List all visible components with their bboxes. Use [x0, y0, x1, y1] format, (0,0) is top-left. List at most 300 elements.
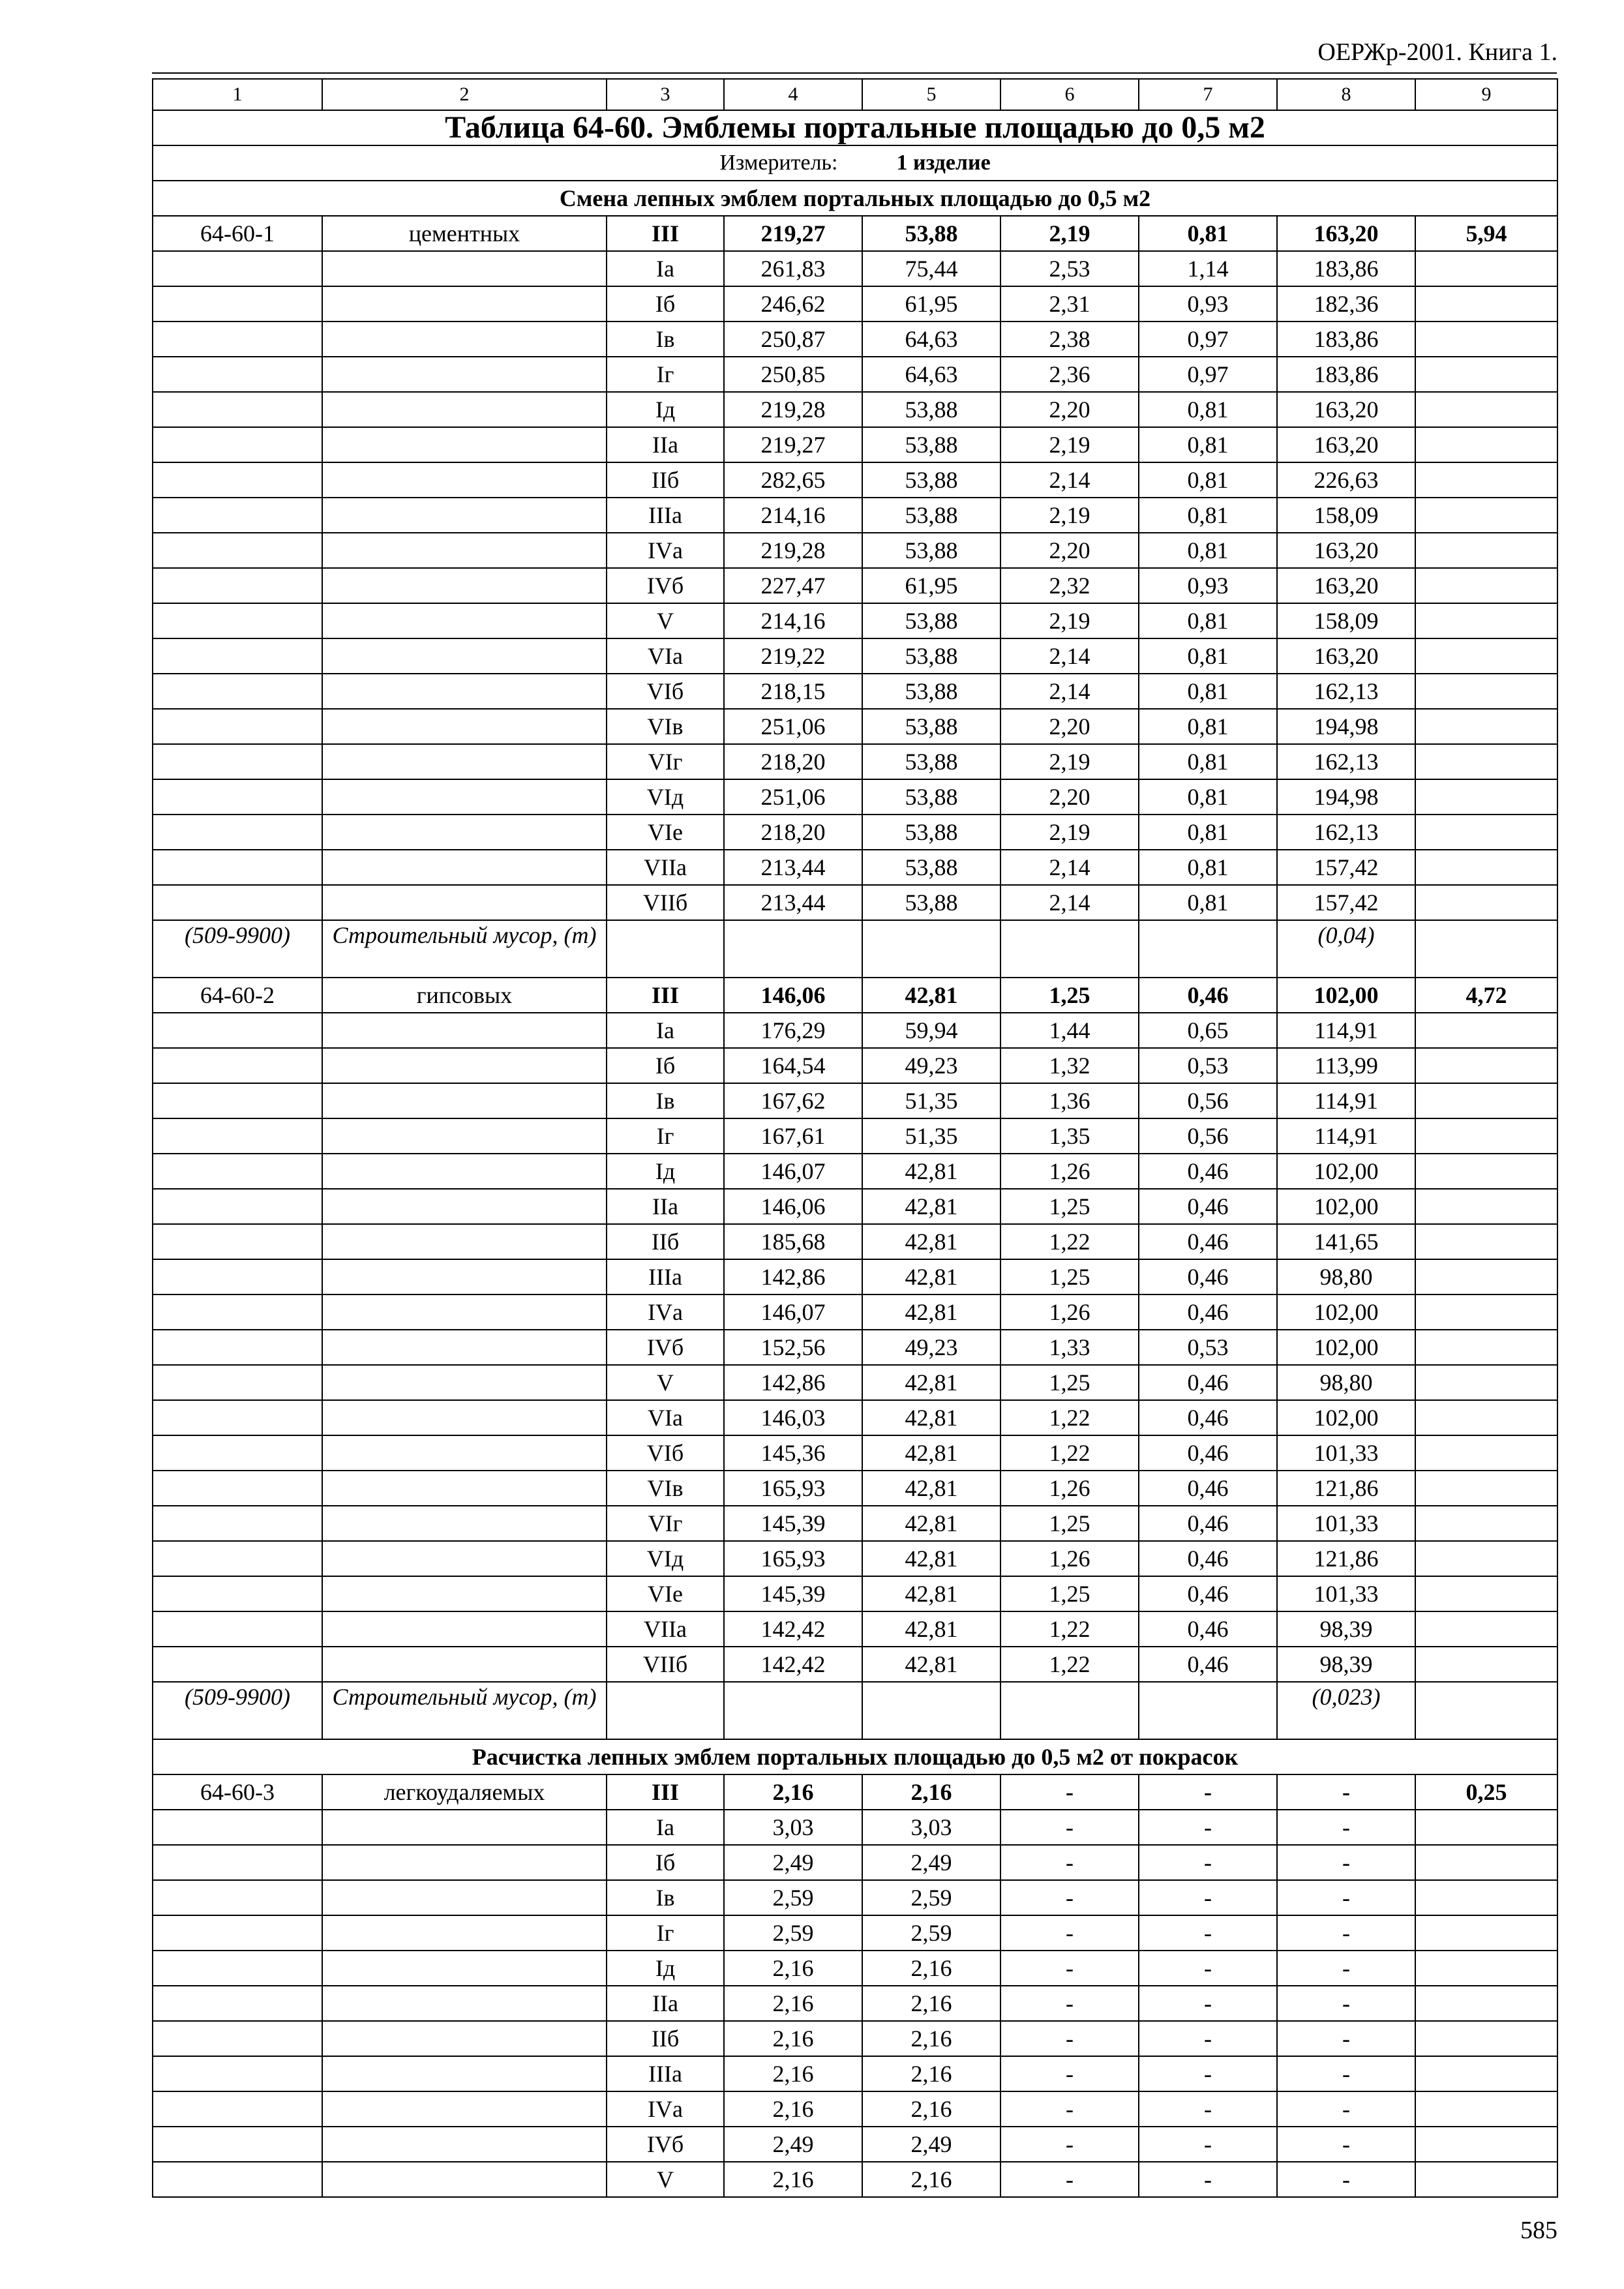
empty-cell: [322, 1154, 607, 1189]
value-cell: -: [1277, 1880, 1415, 1915]
page-number: 585: [1520, 2217, 1557, 2244]
table-row: [153, 2091, 1557, 2127]
empty-cell: [1415, 1647, 1557, 1682]
zone-code: Iа: [607, 251, 724, 286]
value-cell: 2,53: [1000, 251, 1139, 286]
value-cell: 0,93: [1139, 568, 1277, 603]
value-cell: 0,56: [1139, 1083, 1277, 1118]
zone-code: Iб: [607, 286, 724, 322]
value-cell: 145,39: [724, 1506, 862, 1541]
value-cell: -: [1000, 2127, 1139, 2162]
value-cell: 2,16: [862, 2056, 1000, 2091]
table-row: [153, 1259, 1557, 1294]
value-cell: 1,22: [1000, 1611, 1139, 1647]
empty-cell: [322, 1294, 607, 1330]
empty-cell: [1415, 286, 1557, 322]
empty-cell: [1000, 1682, 1139, 1739]
empty-cell: [153, 2056, 322, 2091]
zone-code: Iб: [607, 1845, 724, 1880]
empty-cell: [1415, 1189, 1557, 1224]
zone-code: VIе: [607, 815, 724, 850]
empty-cell: [322, 533, 607, 568]
empty-cell: [322, 1435, 607, 1471]
value-cell: -: [1139, 1845, 1277, 1880]
empty-cell: [322, 779, 607, 815]
empty-cell: [153, 1083, 322, 1118]
empty-cell: [153, 779, 322, 815]
empty-cell: [153, 2021, 322, 2056]
section-row: [153, 181, 1557, 216]
value-cell: 0,97: [1139, 357, 1277, 392]
value-cell: 1,14: [1139, 251, 1277, 286]
value-cell: 64,63: [862, 357, 1000, 392]
value-cell: 53,88: [862, 850, 1000, 885]
value-cell: -: [1277, 1986, 1415, 2021]
table-row: [153, 1774, 1557, 1810]
value-cell: 163,20: [1277, 638, 1415, 674]
value-cell: 53,88: [862, 674, 1000, 709]
empty-cell: [153, 533, 322, 568]
zone-code: VIе: [607, 1576, 724, 1611]
empty-cell: [322, 498, 607, 533]
value-cell: 0,46: [1139, 1365, 1277, 1400]
zone-code: Iа: [607, 1810, 724, 1845]
zone-code: IVб: [607, 2127, 724, 2162]
table-row: [153, 1506, 1557, 1541]
empty-cell: [153, 638, 322, 674]
empty-cell: [153, 744, 322, 779]
value-cell: -: [1277, 2091, 1415, 2127]
value-cell: 42,81: [862, 1611, 1000, 1647]
empty-cell: [153, 1365, 322, 1400]
table-row: [153, 779, 1557, 815]
material-row: [153, 920, 1557, 978]
value-cell: 53,88: [862, 709, 1000, 744]
value-cell: 157,42: [1277, 885, 1415, 920]
value-cell: -: [1277, 1810, 1415, 1845]
value-cell: 2,16: [724, 1951, 862, 1986]
empty-cell: [1415, 674, 1557, 709]
value-cell: 2,20: [1000, 392, 1139, 427]
value-cell: -: [1277, 2056, 1415, 2091]
empty-cell: [322, 322, 607, 357]
value-cell: 158,09: [1277, 603, 1415, 638]
value-cell: 246,62: [724, 286, 862, 322]
value-cell: 0,46: [1139, 1224, 1277, 1259]
column-number: 9: [1415, 79, 1557, 110]
value-cell: -: [1000, 2056, 1139, 2091]
value-cell: 2,16: [862, 1951, 1000, 1986]
empty-cell: [153, 2091, 322, 2127]
empty-cell: [322, 1576, 607, 1611]
value-cell: 1,44: [1000, 1013, 1139, 1048]
value-cell: 152,56: [724, 1330, 862, 1365]
column-number: 6: [1000, 79, 1139, 110]
item-name: гипсовых: [322, 978, 607, 1013]
value-cell: 0,56: [1139, 1118, 1277, 1154]
value-cell: 114,91: [1277, 1083, 1415, 1118]
value-cell: 163,20: [1277, 216, 1415, 251]
table-row: [153, 603, 1557, 638]
empty-cell: [153, 1541, 322, 1576]
value-cell: 0,81: [1139, 709, 1277, 744]
value-cell: 0,81: [1139, 885, 1277, 920]
zone-code: VIIб: [607, 885, 724, 920]
value-cell: 0,81: [1139, 498, 1277, 533]
value-cell: -: [1139, 1774, 1277, 1810]
value-cell: 163,20: [1277, 427, 1415, 462]
empty-cell: [1139, 920, 1277, 978]
value-cell: 102,00: [1277, 1400, 1415, 1435]
empty-cell: [322, 1083, 607, 1118]
zone-code: Iд: [607, 1154, 724, 1189]
value-cell: 53,88: [862, 462, 1000, 498]
empty-cell: [153, 1810, 322, 1845]
value-cell: 219,27: [724, 427, 862, 462]
empty-cell: [153, 815, 322, 850]
value-cell: 142,42: [724, 1611, 862, 1647]
value-cell: 42,81: [862, 978, 1000, 1013]
empty-cell: [153, 357, 322, 392]
value-cell: 2,20: [1000, 779, 1139, 815]
empty-cell: [1415, 1880, 1557, 1915]
table-row: [153, 392, 1557, 427]
value-cell: 2,14: [1000, 638, 1139, 674]
value-cell: 1,36: [1000, 1083, 1139, 1118]
value-cell: 53,88: [862, 885, 1000, 920]
value-cell: 2,16: [724, 2091, 862, 2127]
empty-cell: [1415, 1365, 1557, 1400]
column-number: 7: [1139, 79, 1277, 110]
value-cell: 250,87: [724, 322, 862, 357]
empty-cell: [322, 1048, 607, 1083]
empty-cell: [1415, 1118, 1557, 1154]
value-cell: 1,22: [1000, 1435, 1139, 1471]
empty-cell: [153, 1915, 322, 1951]
value-cell: 0,46: [1139, 1259, 1277, 1294]
empty-cell: [322, 850, 607, 885]
value-cell: 101,33: [1277, 1506, 1415, 1541]
value-cell: 213,44: [724, 885, 862, 920]
empty-cell: [322, 744, 607, 779]
empty-cell: [153, 1154, 322, 1189]
empty-cell: [322, 1506, 607, 1541]
value-cell: 121,86: [1277, 1541, 1415, 1576]
table-row: [153, 1048, 1557, 1083]
value-cell: 0,81: [1139, 815, 1277, 850]
value-cell: 2,16: [724, 2162, 862, 2197]
value-cell: 2,20: [1000, 709, 1139, 744]
zone-code: Iв: [607, 1083, 724, 1118]
table-row: [153, 1400, 1557, 1435]
value-cell: 53,88: [862, 427, 1000, 462]
value-cell: 163,20: [1277, 533, 1415, 568]
table-row: [153, 1435, 1557, 1471]
value-cell: -: [1000, 2021, 1139, 2056]
value-cell: 219,27: [724, 216, 862, 251]
column-number: 2: [322, 79, 607, 110]
value-cell: -: [1277, 1915, 1415, 1951]
value-cell: 0,46: [1139, 1506, 1277, 1541]
empty-cell: [153, 462, 322, 498]
value-cell: 142,86: [724, 1259, 862, 1294]
table-row: [153, 251, 1557, 286]
zone-code: Iб: [607, 1048, 724, 1083]
empty-cell: [153, 603, 322, 638]
value-cell: 2,31: [1000, 286, 1139, 322]
value-cell: 0,81: [1139, 427, 1277, 462]
value-cell: 0,81: [1139, 392, 1277, 427]
empty-cell: [1415, 1400, 1557, 1435]
empty-cell: [153, 568, 322, 603]
empty-cell: [1415, 1506, 1557, 1541]
empty-cell: [322, 815, 607, 850]
table-row: [153, 1845, 1557, 1880]
empty-cell: [322, 1541, 607, 1576]
zone-code: Iа: [607, 1013, 724, 1048]
empty-cell: [153, 1224, 322, 1259]
empty-cell: [322, 1986, 607, 2021]
zone-code: Iг: [607, 1915, 724, 1951]
value-cell: 1,32: [1000, 1048, 1139, 1083]
table-row: [153, 815, 1557, 850]
value-cell: 53,88: [862, 216, 1000, 251]
empty-cell: [1415, 1986, 1557, 2021]
value-cell: 53,88: [862, 498, 1000, 533]
value-cell: 0,53: [1139, 1330, 1277, 1365]
empty-cell: [322, 1471, 607, 1506]
value-cell: 1,25: [1000, 1506, 1139, 1541]
value-cell: 213,44: [724, 850, 862, 885]
empty-cell: [153, 251, 322, 286]
empty-cell: [322, 2056, 607, 2091]
table-row: [153, 850, 1557, 885]
value-cell: 2,49: [724, 2127, 862, 2162]
empty-cell: [1139, 1682, 1277, 1739]
empty-cell: [1415, 779, 1557, 815]
value-cell: 2,16: [862, 2162, 1000, 2197]
empty-cell: [322, 1647, 607, 1682]
labor-total: 5,94: [1415, 216, 1557, 251]
column-number: 4: [724, 79, 862, 110]
section-row: [153, 1739, 1557, 1774]
value-cell: 182,36: [1277, 286, 1415, 322]
empty-cell: [322, 2127, 607, 2162]
value-cell: 42,81: [862, 1189, 1000, 1224]
table-row: [153, 1330, 1557, 1365]
empty-cell: [1415, 850, 1557, 885]
value-cell: 2,16: [724, 2056, 862, 2091]
value-cell: -: [1000, 2162, 1139, 2197]
value-cell: 163,20: [1277, 392, 1415, 427]
value-cell: 2,38: [1000, 322, 1139, 357]
table-row: [153, 1576, 1557, 1611]
zone-code: VIб: [607, 674, 724, 709]
empty-cell: [322, 1224, 607, 1259]
value-cell: 53,88: [862, 392, 1000, 427]
table-row: [153, 1294, 1557, 1330]
zone-code: IVб: [607, 1330, 724, 1365]
value-cell: 1,33: [1000, 1330, 1139, 1365]
value-cell: 0,46: [1139, 1541, 1277, 1576]
empty-cell: [322, 2021, 607, 2056]
value-cell: 42,81: [862, 1506, 1000, 1541]
empty-cell: [153, 1013, 322, 1048]
value-cell: 2,16: [724, 1774, 862, 1810]
value-cell: -: [1139, 2056, 1277, 2091]
table-row: [153, 2127, 1557, 2162]
empty-cell: [322, 427, 607, 462]
price-table: [152, 78, 1558, 2198]
value-cell: 0,65: [1139, 1013, 1277, 1048]
value-cell: 146,06: [724, 978, 862, 1013]
table-row: [153, 498, 1557, 533]
zone-code: III: [607, 216, 724, 251]
empty-cell: [1415, 1083, 1557, 1118]
table-row: [153, 1810, 1557, 1845]
empty-cell: [153, 1330, 322, 1365]
value-cell: 218,20: [724, 815, 862, 850]
header-rule: [152, 72, 1557, 74]
value-cell: 0,46: [1139, 1611, 1277, 1647]
value-cell: 2,59: [724, 1880, 862, 1915]
document-header: ОЕРЖр-2001. Книга 1.: [1317, 38, 1557, 66]
empty-cell: [1415, 2056, 1557, 2091]
zone-code: IVа: [607, 533, 724, 568]
empty-cell: [322, 1880, 607, 1915]
value-cell: 0,46: [1139, 1189, 1277, 1224]
table-body: [153, 79, 1557, 2197]
empty-cell: [1415, 1951, 1557, 1986]
item-name: цементных: [322, 216, 607, 251]
zone-code: IIб: [607, 462, 724, 498]
value-cell: 251,06: [724, 779, 862, 815]
unit-line: [153, 145, 1557, 181]
value-cell: 0,81: [1139, 638, 1277, 674]
value-cell: 0,97: [1139, 322, 1277, 357]
value-cell: 1,26: [1000, 1154, 1139, 1189]
value-cell: 167,61: [724, 1118, 862, 1154]
empty-cell: [1415, 2162, 1557, 2197]
material-code: (509-9900): [153, 1682, 322, 1739]
title-row: [153, 110, 1557, 145]
table-row: [153, 2162, 1557, 2197]
table-row: [153, 638, 1557, 674]
empty-cell: [1415, 357, 1557, 392]
table-row: [153, 1365, 1557, 1400]
value-cell: 42,81: [862, 1259, 1000, 1294]
table-row: [153, 427, 1557, 462]
item-code: 64-60-1: [153, 216, 322, 251]
zone-code: IVа: [607, 2091, 724, 2127]
empty-cell: [1415, 920, 1557, 978]
value-cell: 98,39: [1277, 1647, 1415, 1682]
empty-cell: [1415, 427, 1557, 462]
empty-cell: [322, 2162, 607, 2197]
zone-code: Iв: [607, 322, 724, 357]
value-cell: 218,15: [724, 674, 862, 709]
value-cell: -: [1139, 1951, 1277, 1986]
value-cell: 42,81: [862, 1294, 1000, 1330]
value-cell: 102,00: [1277, 1154, 1415, 1189]
value-cell: 42,81: [862, 1435, 1000, 1471]
empty-cell: [607, 1682, 724, 1739]
value-cell: 146,07: [724, 1294, 862, 1330]
zone-code: IIIа: [607, 498, 724, 533]
value-cell: 219,28: [724, 533, 862, 568]
value-cell: 113,99: [1277, 1048, 1415, 1083]
value-cell: 2,19: [1000, 815, 1139, 850]
value-cell: 102,00: [1277, 1189, 1415, 1224]
empty-cell: [1000, 920, 1139, 978]
empty-cell: [322, 1365, 607, 1400]
value-cell: 142,42: [724, 1647, 862, 1682]
value-cell: 145,36: [724, 1435, 862, 1471]
value-cell: 1,35: [1000, 1118, 1139, 1154]
value-cell: 2,14: [1000, 462, 1139, 498]
empty-cell: [153, 427, 322, 462]
table-row: [153, 286, 1557, 322]
value-cell: 114,91: [1277, 1013, 1415, 1048]
value-cell: 2,59: [862, 1880, 1000, 1915]
value-cell: 98,80: [1277, 1365, 1415, 1400]
value-cell: -: [1139, 2091, 1277, 2127]
value-cell: 2,59: [724, 1915, 862, 1951]
empty-cell: [1415, 603, 1557, 638]
value-cell: 0,81: [1139, 850, 1277, 885]
table-row: [153, 1611, 1557, 1647]
empty-cell: [1415, 1330, 1557, 1365]
unit-label: Измеритель:: [719, 151, 838, 175]
empty-cell: [153, 1118, 322, 1154]
zone-code: VIб: [607, 1435, 724, 1471]
empty-cell: [153, 1611, 322, 1647]
value-cell: 102,00: [1277, 1294, 1415, 1330]
value-cell: 51,35: [862, 1118, 1000, 1154]
value-cell: 0,46: [1139, 1576, 1277, 1611]
table-row: [153, 1154, 1557, 1189]
empty-cell: [1415, 1435, 1557, 1471]
empty-cell: [153, 286, 322, 322]
empty-cell: [322, 1118, 607, 1154]
value-cell: 98,39: [1277, 1611, 1415, 1647]
empty-cell: [1415, 322, 1557, 357]
zone-code: VIг: [607, 1506, 724, 1541]
section-title: Расчистка лепных эмблем портальных площадью до 0,5 м2 от покрасок: [153, 1739, 1557, 1774]
empty-cell: [153, 1506, 322, 1541]
value-cell: 157,42: [1277, 850, 1415, 885]
empty-cell: [1415, 568, 1557, 603]
empty-cell: [153, 1400, 322, 1435]
value-cell: 176,29: [724, 1013, 862, 1048]
empty-cell: [153, 392, 322, 427]
value-cell: 165,93: [724, 1471, 862, 1506]
table-row: [153, 1118, 1557, 1154]
value-cell: 1,25: [1000, 1189, 1139, 1224]
value-cell: 165,93: [724, 1541, 862, 1576]
empty-cell: [153, 850, 322, 885]
value-cell: 162,13: [1277, 815, 1415, 850]
table-row: [153, 533, 1557, 568]
value-cell: 2,49: [862, 2127, 1000, 2162]
zone-code: III: [607, 978, 724, 1013]
value-cell: 64,63: [862, 322, 1000, 357]
empty-cell: [322, 603, 607, 638]
value-cell: 53,88: [862, 533, 1000, 568]
value-cell: -: [1139, 1915, 1277, 1951]
item-code: 64-60-3: [153, 1774, 322, 1810]
value-cell: 2,14: [1000, 885, 1139, 920]
